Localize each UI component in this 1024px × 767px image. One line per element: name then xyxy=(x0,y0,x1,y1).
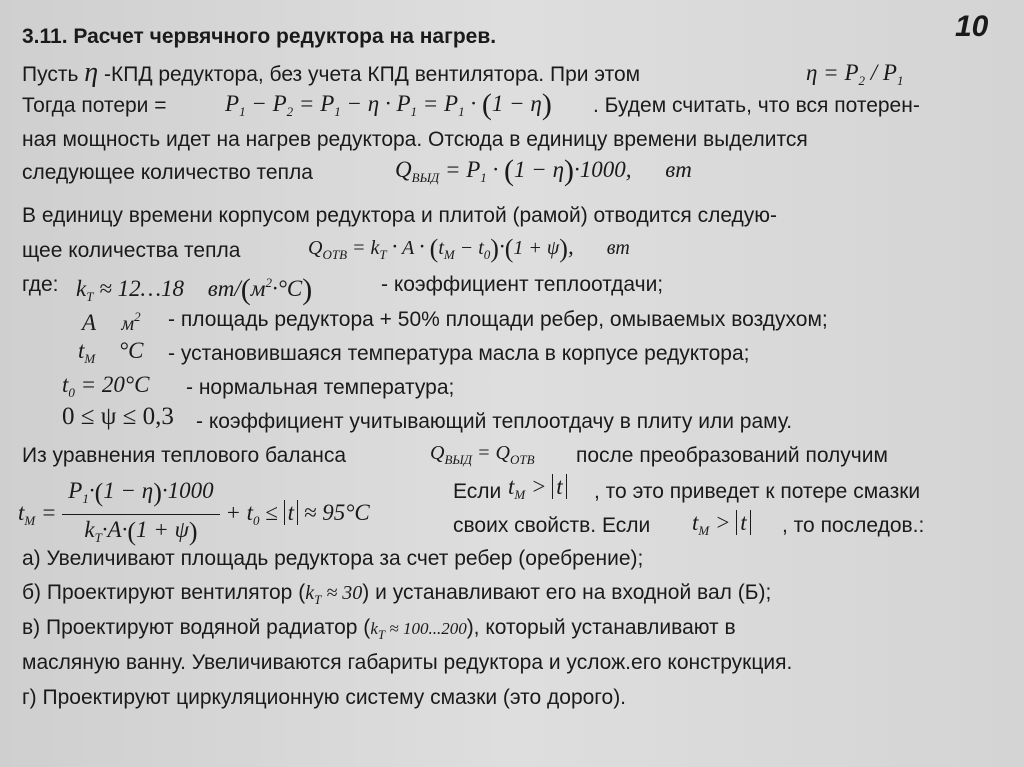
line8-post: - площадь редуктора + 50% площади ребер, омываемых воздухом; xyxy=(168,308,828,331)
formula-psi-range: 0 ≤ ψ ≤ 0,3 xyxy=(62,403,174,430)
text-line-2 xyxy=(22,93,167,118)
list-item-c-continued: масляную ванну. Увеличиваются габариты редуктора и услож.его конструкция. xyxy=(22,651,793,674)
line9-post: - установившаяся температура масла в корпусе редуктора; xyxy=(168,342,750,365)
page-number: 10 xyxy=(955,10,989,43)
line2-post: . Будем считать, что вся потерен- xyxy=(593,94,920,117)
eta-symbol: η xyxy=(84,57,99,88)
line2-pre: Тогда потери = xyxy=(22,94,167,117)
condition-1: $t_M > t$ xyxy=(508,474,567,508)
text-line-6 xyxy=(22,238,240,263)
line14-pre: своих свойств. Если xyxy=(453,514,651,537)
line12-pre: Из уравнения теплового баланса xyxy=(22,444,346,467)
symbol-A: A $м^2$ xyxy=(82,309,141,335)
line1-pre: Пусть xyxy=(22,63,79,86)
line7-post: - коэффициент теплоотдачи; xyxy=(381,273,664,296)
line1-post: -КПД редуктора, без учета КПД вентилятора. При этом xyxy=(104,63,641,86)
line10-post: - нормальная температура; xyxy=(186,376,455,399)
text-line-5: В единицу времени корпусом редуктора и плитой (рамой) отводится следую- xyxy=(22,204,778,227)
formula-efficiency: $\eta = P_2 / P_1$ xyxy=(806,60,904,88)
text-line-3: ная мощность идет на нагрев редуктора. Отсюда в единицу времени выделится xyxy=(22,128,808,151)
formula-t0: $t_0 = 20^\circ C$ xyxy=(62,372,150,400)
formula-losses: $P_1 - P_2 = P_1 - \eta \cdot P_1 = P_1 \cdot (1 - \eta)$ xyxy=(225,88,552,121)
formula-tm-result: $t_M$ = $\frac{P_1\cdot(1 - \eta)\cdot 1000}{k_T\cdot A\cdot(1 + \psi)}$ + $t_0 \le t \approx 95^\circ C$ xyxy=(18,478,370,546)
formula-kt-range: $k_T$ ≈ 12…18 $вт/(м^2\cdot^\circ C)$ xyxy=(76,273,313,306)
section-title: 3.11. Расчет червячного редуктора на нагрев. xyxy=(22,25,497,48)
text-line-14 xyxy=(453,513,650,538)
formula-balance: $Q_{ВЫД} = Q_{ОТВ}$ xyxy=(430,442,535,467)
formula-heat-removed: $Q_{ОТВ} = k_T \cdot A \cdot (t_M - t_0)\cdot(1 + \psi)$, вт xyxy=(308,234,630,263)
text-line-4 xyxy=(22,160,313,185)
line6-pre: щее количества тепла xyxy=(22,239,241,262)
line13-post: , то это приведет к потере смазки xyxy=(594,480,921,503)
text-line-7 xyxy=(22,272,58,297)
text-line-13 xyxy=(453,479,501,504)
line14-post: , то последов.: xyxy=(782,514,925,537)
line13-pre: Если xyxy=(453,480,502,503)
list-item-a: а) Увеличивают площадь редуктора за счет ребер (оребрение); xyxy=(22,547,644,570)
list-item-b: б) Проектируют вентилятор $(k_T \approx 30)$ и устанавливают его на входной вал (Б); xyxy=(22,581,772,607)
list-item-c: в) Проектируют водяной радиатор $(k_T \approx 100...200)$, который устанавливают в xyxy=(22,616,736,642)
line4-pre: следующее количество тепла xyxy=(22,161,313,184)
text-line-12 xyxy=(22,443,346,468)
symbol-tm: $t_M$ °C xyxy=(78,338,144,366)
line11-post: - коэффициент учитывающий теплоотдачу в плиту или раму. xyxy=(196,410,793,433)
line7-pre: где: xyxy=(22,273,59,296)
line12-post: после преобразований получим xyxy=(576,444,888,467)
text-line-1 xyxy=(22,57,641,88)
formula-heat-generated: $Q_{ВЫД} = P_1 \cdot (1 - \eta)\cdot 1000$, вт xyxy=(395,154,692,187)
condition-2: $t_M > t$ xyxy=(692,510,751,544)
list-item-d: г) Проектируют циркуляционную систему смазки (это дорого). xyxy=(22,686,627,709)
